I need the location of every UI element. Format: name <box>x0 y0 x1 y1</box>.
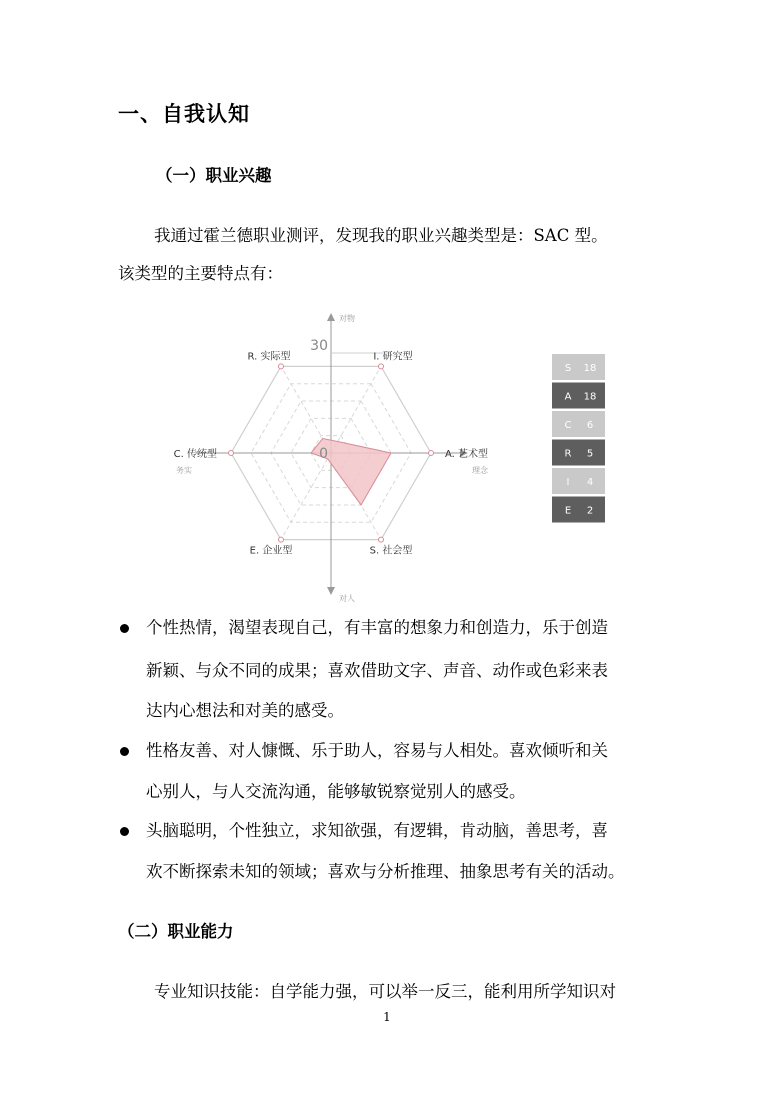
legend-value: 6 <box>586 420 594 431</box>
radar-vertex-dot <box>229 451 234 456</box>
bullet-dot-3 <box>120 827 129 836</box>
legend-value: 18 <box>583 363 597 374</box>
legend-code: A <box>564 391 572 403</box>
direction-label-top: 对物 <box>339 314 355 323</box>
legend-code: I <box>566 477 570 488</box>
bullet-dot-2 <box>120 747 129 756</box>
radar-vertex-dot <box>429 451 434 456</box>
radar-vertex-dot <box>379 364 384 369</box>
radar-vertex-dot <box>279 537 284 542</box>
direction-label-right: 理念 <box>472 466 488 475</box>
radar-spoke <box>281 453 331 540</box>
bullet-2-line-2: 心别人，与人交流沟通，能够敏锐察觉别人的感受。 <box>146 782 526 801</box>
bullet-2-line-1: 性格友善、对人慷慨、乐于助人，容易与人相处。喜欢倾听和关 <box>146 741 608 760</box>
legend-code: S <box>564 363 572 374</box>
legend-row <box>552 411 605 437</box>
radar-vertex-dot <box>379 537 384 542</box>
subsection-title-ability: （二）职业能力 <box>118 922 234 941</box>
legend-row <box>552 468 605 494</box>
intro-line-1: 我通过霍兰德职业测评，发现我的职业兴趣类型是：SAC 型。 <box>154 226 608 245</box>
legend-code: C <box>564 420 572 431</box>
legend-value: 2 <box>586 505 594 517</box>
bullet-3-line-2: 欢不断探索未知的领域；喜欢与分析推理、抽象思考有关的活动。 <box>146 862 625 881</box>
bullet-1-line-2: 新颖、与众不同的成果；喜欢借助文字、声音、动作或色彩来表 <box>146 661 608 680</box>
radar-axis-label: C. 传统型 <box>173 449 217 460</box>
intro-line-2: 该类型的主要特点有： <box>118 264 283 283</box>
radar-min-label: 0 <box>319 446 328 462</box>
legend-row <box>552 354 605 380</box>
direction-label-bottom: 对人 <box>339 594 355 603</box>
bullet-1-line-1: 个性热情，渴望表现自己，有丰富的想象力和创造力，乐于创造 <box>146 618 608 637</box>
legend-value: 18 <box>583 391 597 403</box>
radar-axis-label: E. 企业型 <box>249 545 293 557</box>
bullet-1-line-3: 达内心想法和对美的感受。 <box>146 701 344 720</box>
radar-legend <box>552 354 605 523</box>
bullet-dot-1 <box>120 624 129 633</box>
direction-label-left: 务实 <box>176 466 192 475</box>
radar-axis-label: I. 研究型 <box>373 351 413 363</box>
subsection-title-interest: （一）职业兴趣 <box>156 166 272 185</box>
radar-vertex-dot <box>279 364 284 369</box>
radar-axis-label: A. 艺术型 <box>445 449 489 460</box>
section-title: 一、自我认知 <box>118 102 250 126</box>
holland-radar-chart <box>160 305 620 605</box>
radar-axis-label: R. 实际型 <box>247 351 291 363</box>
radar-max-label: 30 <box>310 338 328 354</box>
legend-code: R <box>564 448 572 460</box>
legend-value: 4 <box>586 477 594 488</box>
radar-spoke <box>331 366 381 453</box>
bullet-3-line-1: 头脑聪明，个性独立，求知欲强，有逻辑，肯动脑，善思考，喜 <box>146 821 608 840</box>
legend-value: 5 <box>586 448 594 460</box>
legend-row <box>552 497 605 523</box>
legend-row <box>552 440 605 466</box>
legend-row <box>552 383 605 409</box>
arrow-up-icon <box>327 313 335 321</box>
ability-line: 专业知识技能：自学能力强，可以举一反三，能利用所学知识对 <box>154 982 616 1001</box>
legend-code: E <box>564 505 572 517</box>
arrow-down-icon <box>327 587 335 595</box>
radar-axis-label: S. 社会型 <box>369 545 413 557</box>
page-number: 1 <box>383 1010 391 1024</box>
